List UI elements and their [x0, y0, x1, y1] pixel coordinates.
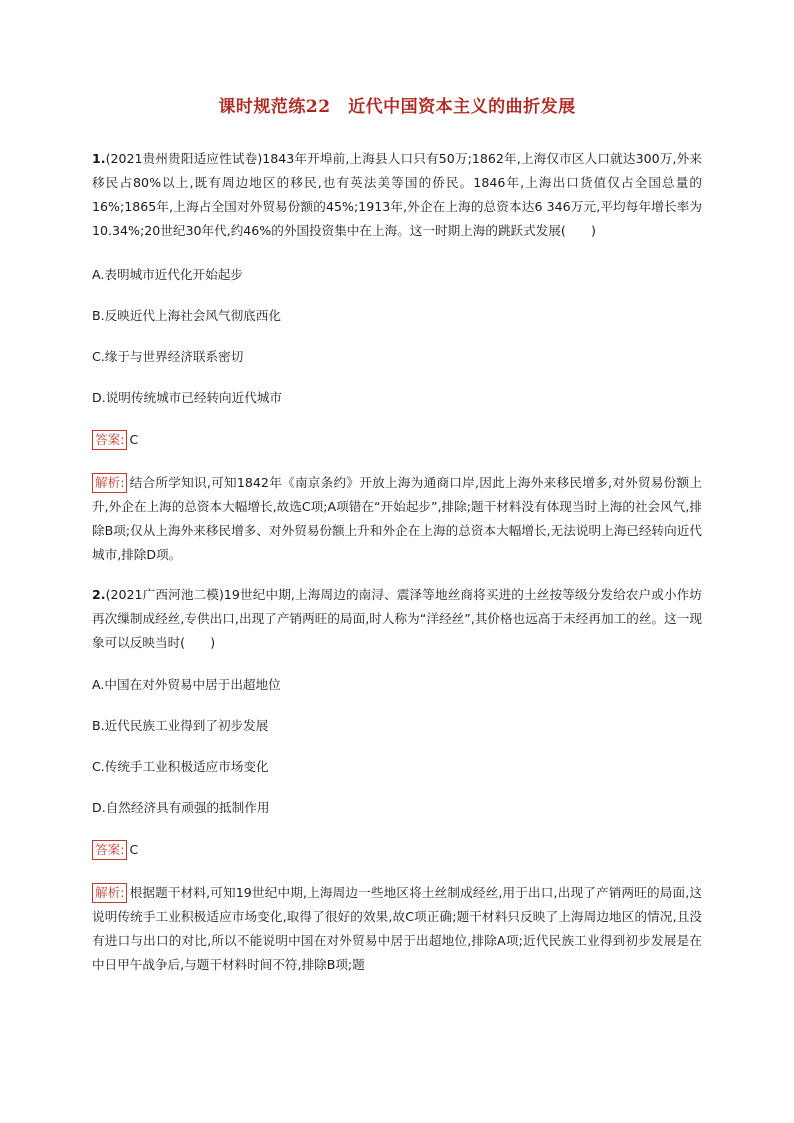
question-1-answer-value: C: [129, 432, 139, 447]
question-2-option-c: C.传统手工业积极适应市场变化: [92, 759, 269, 774]
analysis-label: 解析:: [92, 883, 127, 903]
document-page: [92, 92, 702, 993]
analysis-label: 解析:: [92, 473, 127, 493]
question-2-option-a: A.中国在对外贸易中居于出超地位: [92, 677, 281, 692]
question-2-analysis: [92, 881, 702, 977]
question-1-analysis-text: 结合所学知识,可知1842年《南京条约》开放上海为通商口岸,因此上海外来移民增多,对外贸易份额上升,外企在上海的总资本大幅增长,故选C项;A项错在“开始起步”,排除;题干材料没有体现当时上海的社会风气,排除B项;仅从上海外来移民增多、对外贸易份额上升和外企在上海的总资本大幅增长,无法说明上海已经转向近代城市,排除D项。: [92, 475, 702, 562]
question-1-option-b: B.反映近代上海社会风气彻底西化: [92, 308, 281, 323]
question-2-stem: [92, 583, 702, 655]
question-2-option-b: B.近代民族工业得到了初步发展: [92, 718, 269, 733]
question-2-answer: [92, 839, 702, 861]
question-2-number: 2.: [92, 587, 106, 602]
answer-label: 答案:: [92, 430, 127, 450]
question-2-answer-value: C: [129, 842, 139, 857]
question-1-option-c: C.缘于与世界经济联系密切: [92, 349, 244, 364]
answer-label: 答案:: [92, 840, 127, 860]
question-1-text: (2021贵州贵阳适应性试卷)1843年开埠前,上海县人口只有50万;1862年,上海仅市区人口就达300万,外来移民占80%以上,既有周边地区的移民,也有英法美等国的侨民。1846年,上海出口货值仅占全国总量的16%;1865年,上海占全国对外贸易份额的45%;1913年,外企在上海的总资本达6 346万元,平均每年增长率为10.34%;20世纪30年代,约46%的外国投资集中在上海。这一时期上海的跳跃式发展( ): [92, 151, 702, 238]
question-1-analysis: [92, 471, 702, 567]
page-title: 课时规范练22 近代中国资本主义的曲折发展: [218, 97, 576, 117]
question-2-text: (2021广西河池二模)19世纪中期,上海周边的南浔、震泽等地丝商将买进的土丝按等级分发给农户或小作坊再次缫制成经丝,专供出口,出现了产销两旺的局面,时人称为“洋经丝”,其价格也远高于未经再加工的丝。这一现象可以反映当时( ): [92, 587, 702, 650]
question-1-option-d: D.说明传统城市已经转向近代城市: [92, 390, 283, 405]
question-2-analysis-text: 根据题干材料,可知19世纪中期,上海周边一些地区将土丝制成经丝,用于出口,出现了产销两旺的局面,这说明传统手工业积极适应市场变化,取得了很好的效果,故C项正确;题干材料只反映了上海周边地区的情况,且没有进口与出口的对比,所以不能说明中国在对外贸易中居于出超地位,排除A项;近代民族工业得到初步发展是在中日甲午战争后,与题干材料时间不符,排除B项;题: [92, 885, 702, 972]
question-1-answer: [92, 429, 702, 451]
question-1-option-a: A.表明城市近代化开始起步: [92, 267, 243, 282]
question-1-stem: [92, 147, 702, 243]
question-1-number: 1.: [92, 151, 106, 166]
question-2-option-d: D.自然经济具有顽强的抵制作用: [92, 800, 270, 815]
